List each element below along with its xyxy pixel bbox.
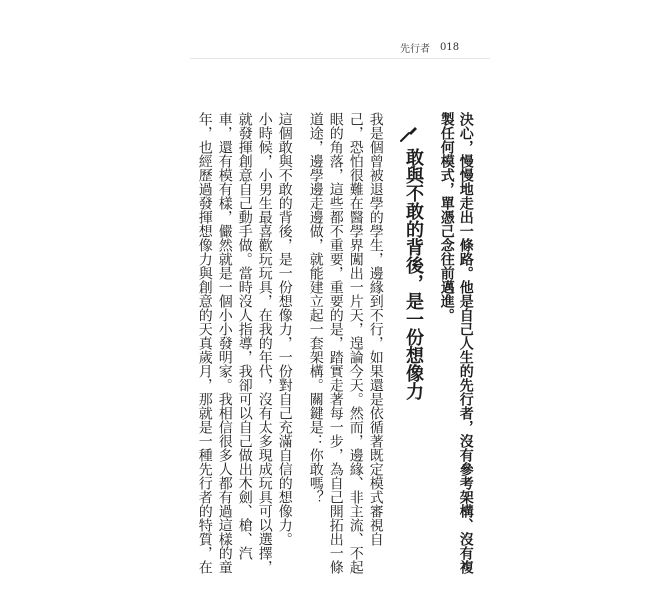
header-divider: [190, 58, 490, 59]
text-column: 道途，邊學邊走邊做，就能建立起一套架構。關鍵是：你敢嗎？: [307, 112, 324, 504]
section-title: 先行者: [400, 44, 430, 55]
text-column: 製任何模式，單憑己念往前邁進。: [438, 112, 455, 322]
pen-nib-icon: [397, 121, 421, 145]
text-column: 車，還有模有樣，儼然就是一個小小發明家。我相信很多人都有過這樣的童: [216, 112, 233, 574]
text-column: 決心，慢慢地走出一條路。他是自己人生的先行者，沒有參考架構、沒有複: [457, 112, 474, 574]
text-column: 就發揮創意自己動手做。當時沒人指導，我卻可以自己做出木劍、槍、汽: [236, 112, 253, 560]
text-column: 我是個曾被退學的學生，邊緣到不行，如果還是依循著既定模式審視自: [367, 112, 384, 546]
text-column: 眼的角落，這些都不重要，重要的是，踏實走著每一步，為自己開拓出一條: [327, 112, 344, 574]
section-heading: 敢與不敢的背後，是一份想像力: [403, 148, 424, 400]
page-number: 018: [440, 42, 460, 53]
text-column: 這個敢與不敢的背後，是一份想像力，一份對自己充滿自信的想像力。: [276, 112, 293, 546]
text-column: 小時候，小男生最喜歡玩玩具，在我的年代，沒有太多現成玩具可以選擇，: [256, 112, 273, 574]
text-column: 年，也經歷過發揮想像力與創意的天真歲月，那就是一種先行者的特質，在: [196, 112, 213, 574]
running-header: [400, 40, 459, 55]
text-column: 己，恐怕很難在醫學界闖出一片天，遑論今天。然而，邊緣、非主流、不起: [347, 112, 364, 574]
